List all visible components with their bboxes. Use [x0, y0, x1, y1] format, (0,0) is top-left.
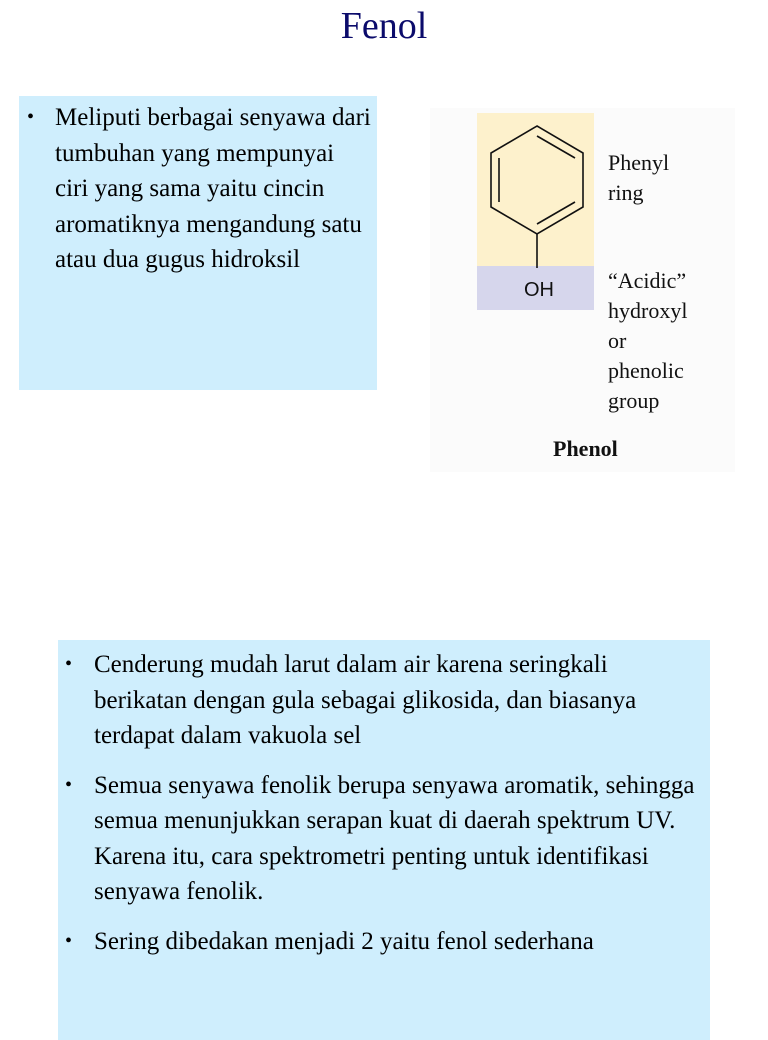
hydroxyl-label-line4: phenolic	[608, 358, 684, 383]
bullet-item	[27, 100, 371, 278]
phenyl-label-line2: ring	[608, 180, 644, 205]
phenyl-ring-highlight	[477, 113, 594, 266]
oh-label: OH	[524, 279, 554, 301]
bullet-item	[65, 924, 705, 960]
phenyl-label-line1: Phenyl	[608, 150, 670, 175]
bullet-glyph: •	[65, 929, 73, 952]
properties-bullet-list	[65, 647, 705, 973]
bullet-text: Semua senyawa fenolik berupa senyawa aromatik, sehingga semua menunjukkan serapan kuat di daerah spektrum UV. Karena itu, cara spektrometri penting untuk identifikasi senyawa fenolik.	[94, 771, 695, 905]
bullet-item	[65, 647, 705, 754]
properties-text-box	[58, 640, 710, 1040]
bullet-glyph: •	[27, 106, 35, 128]
hydroxyl-label-line1: “Acidic”	[608, 268, 687, 293]
intro-bullet-list	[27, 100, 371, 278]
slide-title: Fenol	[340, 5, 428, 47]
bullet-text: Sering dibedakan menjadi 2 yaitu fenol sederhana	[94, 927, 594, 955]
hydroxyl-label-line5: group	[608, 388, 660, 413]
phenol-structure-drawing	[430, 108, 735, 472]
hydroxyl-label-line3: or	[608, 328, 627, 353]
bullet-glyph: •	[65, 773, 73, 796]
hydroxyl-label-line2: hydroxyl	[608, 298, 688, 323]
phenol-structure-figure	[430, 108, 735, 472]
bullet-glyph: •	[65, 653, 73, 675]
bullet-text: Cenderung mudah larut dalam air karena seringkali berikatan dengan gula sebagai glikosida, dan biasanya terdapat dalam vakuola sel	[94, 651, 637, 749]
figure-caption: Phenol	[553, 436, 618, 461]
bullet-item	[65, 768, 705, 910]
bullet-text: Meliputi berbagai senyawa dari tumbuhan yang mempunyai ciri yang sama yaitu cincin aromatiknya mengandung satu atau dua gugus hidroksil	[55, 104, 371, 273]
intro-text-box	[19, 96, 377, 390]
